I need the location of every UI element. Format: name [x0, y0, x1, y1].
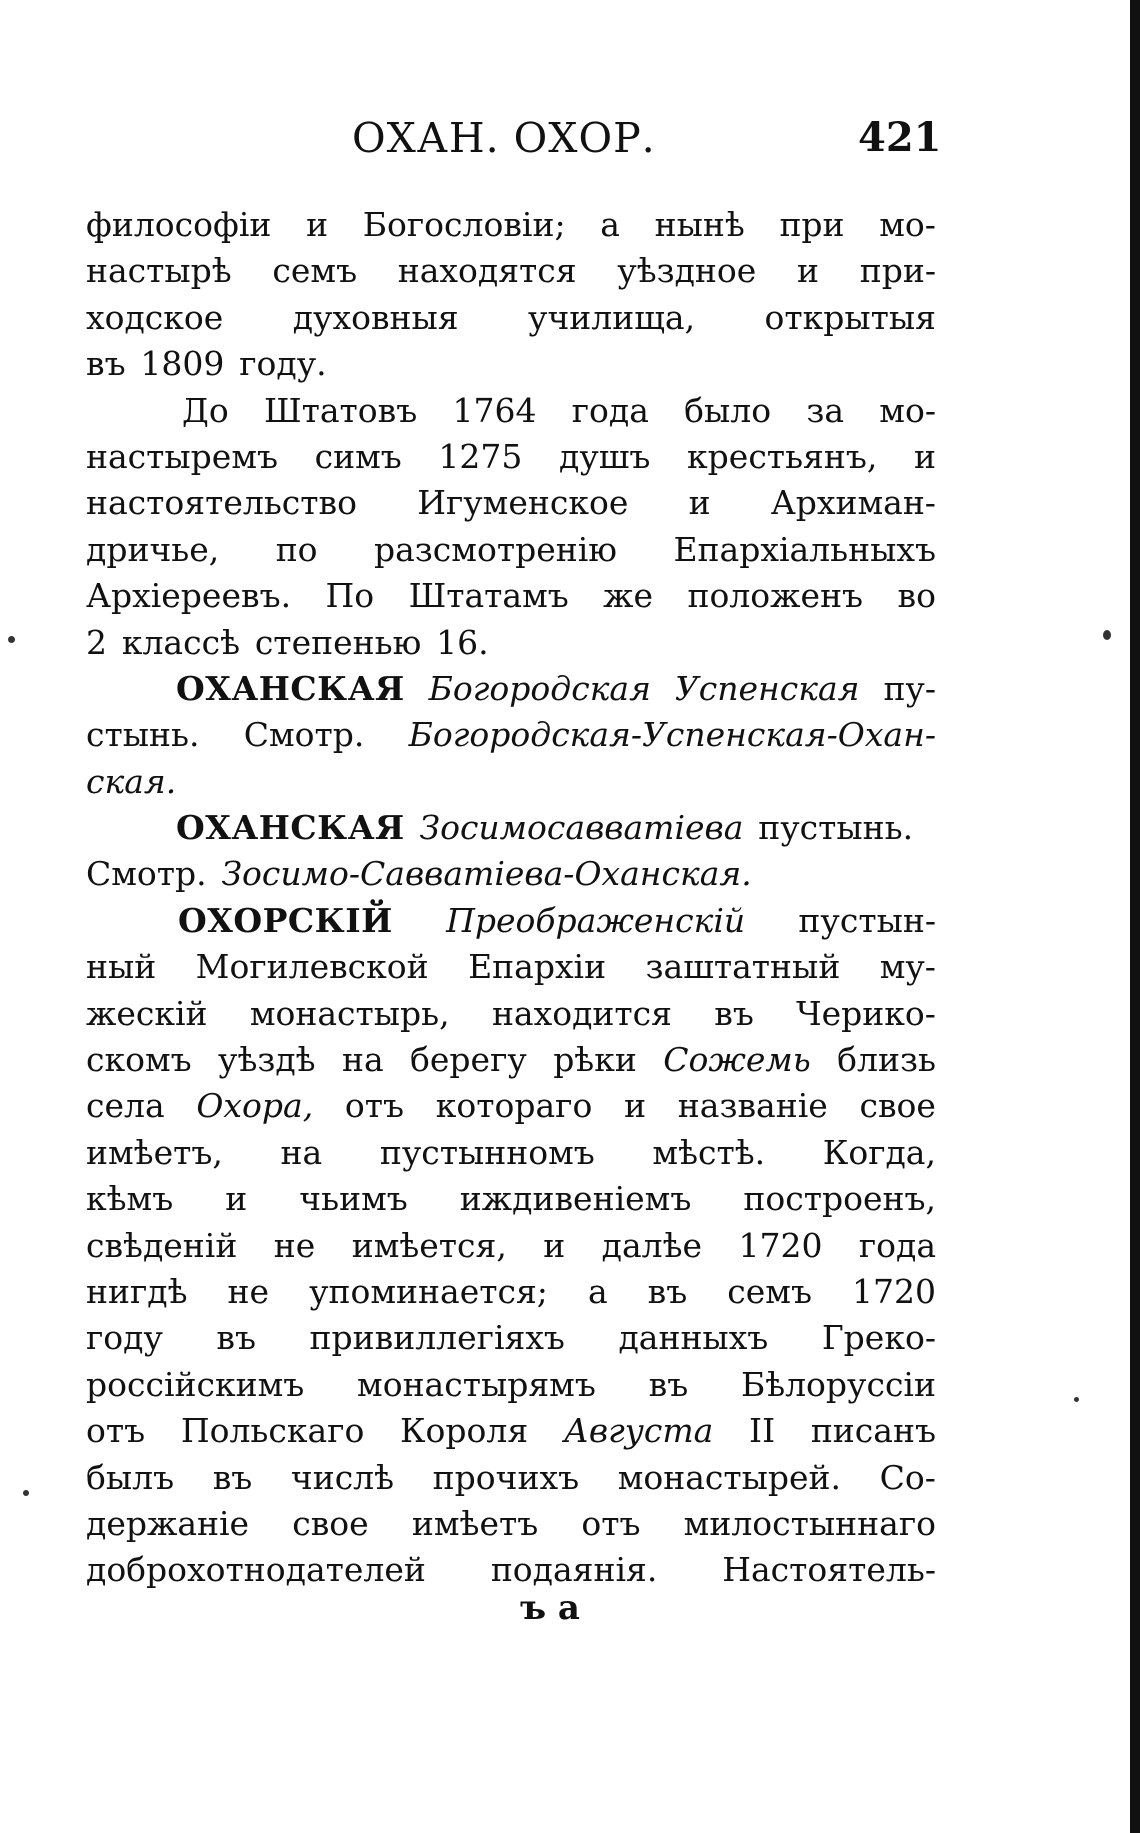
word: пустынь.: [758, 808, 914, 848]
word: училища,: [528, 297, 696, 337]
word: свое: [859, 1086, 936, 1126]
word: Успенская: [674, 668, 860, 708]
text-line: [86, 712, 936, 758]
page-header: [0, 108, 1140, 168]
word: же: [603, 576, 654, 616]
word: во: [897, 576, 936, 616]
word: му-: [879, 947, 936, 987]
word: за: [806, 390, 845, 430]
word: дричье,: [86, 529, 220, 569]
word: ская.: [86, 761, 177, 801]
word: на: [280, 1132, 323, 1172]
word: скомъ: [86, 1040, 192, 1080]
text-line: [86, 851, 936, 897]
word: и: [797, 251, 820, 291]
word: Штатамъ: [408, 576, 569, 616]
word: году: [86, 1318, 163, 1358]
word: степенью: [254, 622, 422, 662]
word: Богословіи;: [362, 205, 566, 244]
word: Архиман-: [770, 483, 936, 523]
word: названіе: [677, 1086, 828, 1126]
word: отъ: [86, 1411, 146, 1451]
word: 1275: [438, 436, 523, 476]
word: находится: [491, 993, 672, 1033]
word: монастырямъ: [357, 1364, 596, 1404]
text-line: [86, 944, 936, 990]
word: разсмотренію: [374, 529, 618, 569]
word: построенъ,: [743, 1179, 936, 1219]
word: при-: [859, 251, 936, 291]
word: До: [182, 390, 229, 430]
word: подаянія.: [490, 1550, 658, 1590]
word: Богородская: [428, 668, 651, 708]
word: Епархіи: [468, 947, 607, 987]
word: Сожемь: [663, 1040, 811, 1080]
word: а: [600, 205, 620, 244]
word: на: [341, 1040, 384, 1080]
word: россійскимъ: [86, 1364, 305, 1404]
page-number: 421: [858, 114, 942, 161]
word: открытыя: [764, 297, 936, 337]
word: а: [587, 1271, 608, 1311]
text-line: [86, 1547, 936, 1593]
word: въ: [212, 1457, 253, 1497]
word: монастырей.: [617, 1457, 842, 1497]
word: Игуменское: [417, 483, 629, 523]
text-line: [86, 805, 936, 851]
text-line: [86, 573, 936, 619]
word: семъ: [727, 1271, 812, 1311]
word: Настоятель-: [722, 1550, 936, 1590]
word: Августа: [563, 1411, 714, 1451]
word: 1720: [852, 1271, 936, 1311]
word: уѣздное: [617, 251, 757, 291]
word: Со-: [879, 1457, 936, 1497]
text-line: [86, 1362, 936, 1408]
word: нынѣ: [654, 205, 745, 244]
word: Могилевской: [195, 947, 429, 987]
word: мо-: [879, 390, 936, 430]
word: пу-: [883, 668, 936, 708]
word: ОХОРСКІЙ: [178, 900, 393, 940]
catchword: ъ а: [520, 1588, 580, 1628]
word: Черико-: [796, 993, 936, 1033]
text-line: [86, 1176, 936, 1222]
text-line: [86, 248, 936, 294]
word: Зосимосавватіева: [419, 808, 744, 848]
word: 1764: [452, 390, 537, 430]
word: нигдѣ: [86, 1271, 188, 1311]
word: стынь.: [86, 715, 200, 755]
text-line: [86, 434, 936, 480]
word: отъ: [581, 1503, 641, 1543]
word: держаніе: [86, 1503, 250, 1543]
word: прочихъ: [432, 1457, 580, 1497]
word: чьимъ: [299, 1179, 408, 1219]
word: находятся: [397, 251, 577, 291]
word: иждивеніемъ: [459, 1179, 692, 1219]
word: II: [749, 1411, 776, 1451]
word: настыремъ: [86, 436, 278, 476]
word: ный: [86, 947, 157, 987]
word: 2: [86, 622, 107, 662]
word: уѣздѣ: [218, 1040, 316, 1080]
word: Богородская-Успенская-Охан-: [408, 715, 936, 755]
body-text: [86, 202, 936, 1594]
word: Смотр.: [243, 715, 365, 755]
word: Короля: [400, 1411, 529, 1451]
word: и: [306, 205, 329, 244]
word: не: [227, 1271, 270, 1311]
text-line: [86, 1501, 936, 1547]
word: настоятельство: [86, 483, 357, 523]
text-line: [86, 1408, 936, 1454]
word: Бѣлоруссіи: [740, 1364, 936, 1404]
word: милостыннаго: [683, 1503, 936, 1543]
word: имѣетъ,: [86, 1132, 223, 1172]
word: монастырь,: [249, 993, 450, 1033]
word: духовныя: [292, 297, 459, 337]
word: свѣденій: [86, 1225, 238, 1265]
text-line: [86, 1315, 936, 1361]
word: свое: [292, 1503, 369, 1543]
word: привиллегіяхъ: [309, 1318, 565, 1358]
word: отъ: [344, 1086, 405, 1126]
word: Охора,: [196, 1086, 314, 1126]
word: и: [688, 483, 711, 523]
word: при: [779, 205, 845, 244]
text-line: [86, 666, 936, 712]
word: Польскаго: [180, 1411, 365, 1451]
text-line: [86, 620, 936, 666]
word: имѣетъ: [411, 1503, 539, 1543]
text-line: [86, 480, 936, 526]
word: года: [858, 1225, 936, 1265]
word: крестьянъ,: [687, 436, 878, 476]
word: ходское: [86, 297, 224, 337]
text-line: [86, 1223, 936, 1269]
text-line: [86, 341, 936, 387]
word: По: [325, 576, 375, 616]
word: Греко-: [821, 1318, 936, 1358]
text-line: [86, 295, 936, 341]
word: душъ: [559, 436, 651, 476]
word: Штатовъ: [263, 390, 418, 430]
word: симъ: [314, 436, 402, 476]
text-line: [86, 1130, 936, 1176]
word: году.: [239, 344, 327, 384]
word: года: [571, 390, 649, 430]
word: и: [543, 1225, 566, 1265]
word: Преображенскій: [446, 900, 746, 940]
text-line: [86, 527, 936, 573]
running-head: ОХАН. ОХОР.: [352, 114, 656, 162]
word: и: [624, 1086, 647, 1126]
word: берегу: [410, 1040, 527, 1080]
text-line: [86, 759, 936, 805]
word: было: [684, 390, 772, 430]
word: числѣ: [290, 1457, 395, 1497]
text-line: [86, 1455, 936, 1501]
text-line: [86, 1083, 936, 1129]
word: данныхъ: [618, 1318, 769, 1358]
text-line: [86, 1037, 936, 1083]
word: философіи: [86, 205, 272, 244]
word: далѣе: [601, 1225, 703, 1265]
word: 1720: [738, 1225, 823, 1265]
text-line: [86, 388, 936, 434]
word: ОХАНСКАЯ: [176, 808, 405, 848]
word: заштатный: [645, 947, 841, 987]
word: семъ: [272, 251, 358, 291]
word: по: [275, 529, 318, 569]
word: близь: [837, 1040, 936, 1080]
word: въ: [647, 1271, 688, 1311]
word: кѣмъ: [86, 1179, 174, 1219]
word: имѣется,: [351, 1225, 507, 1265]
word: былъ: [86, 1457, 175, 1497]
word: ОХАНСКАЯ: [176, 668, 405, 708]
word: классѣ: [121, 622, 240, 662]
text-line: [86, 202, 936, 248]
word: доброхотнодателей: [86, 1550, 426, 1590]
word: въ: [714, 993, 754, 1033]
word: въ: [86, 344, 126, 384]
word: Смотр.: [86, 854, 207, 894]
word: 1809: [140, 344, 225, 384]
word: Зосимо-Савватіева-Оханская.: [221, 854, 752, 894]
word: писанъ: [810, 1411, 936, 1451]
word: Когда,: [822, 1132, 936, 1172]
word: Епархіальныхъ: [673, 529, 936, 569]
text-line: [86, 991, 936, 1037]
page-edge-shadow: [1130, 0, 1140, 1833]
word: не: [273, 1225, 316, 1265]
word: мо-: [879, 205, 936, 244]
word: 16.: [436, 622, 489, 662]
word: настырѣ: [86, 251, 232, 291]
word: мѣстѣ.: [652, 1132, 766, 1172]
word: въ: [216, 1318, 256, 1358]
text-line: [86, 1269, 936, 1315]
word: Архіереевъ.: [86, 576, 292, 616]
word: и: [913, 436, 936, 476]
word: въ: [648, 1364, 689, 1404]
text-line: [86, 898, 936, 944]
word: пустын-: [798, 900, 936, 940]
word: положенъ: [687, 576, 864, 616]
word: котораго: [435, 1086, 593, 1126]
word: рѣки: [553, 1040, 637, 1080]
word: села: [86, 1086, 165, 1126]
word: пустынномъ: [379, 1132, 595, 1172]
word: упоминается;: [309, 1271, 548, 1311]
word: и: [225, 1179, 248, 1219]
word: жескій: [86, 993, 208, 1033]
